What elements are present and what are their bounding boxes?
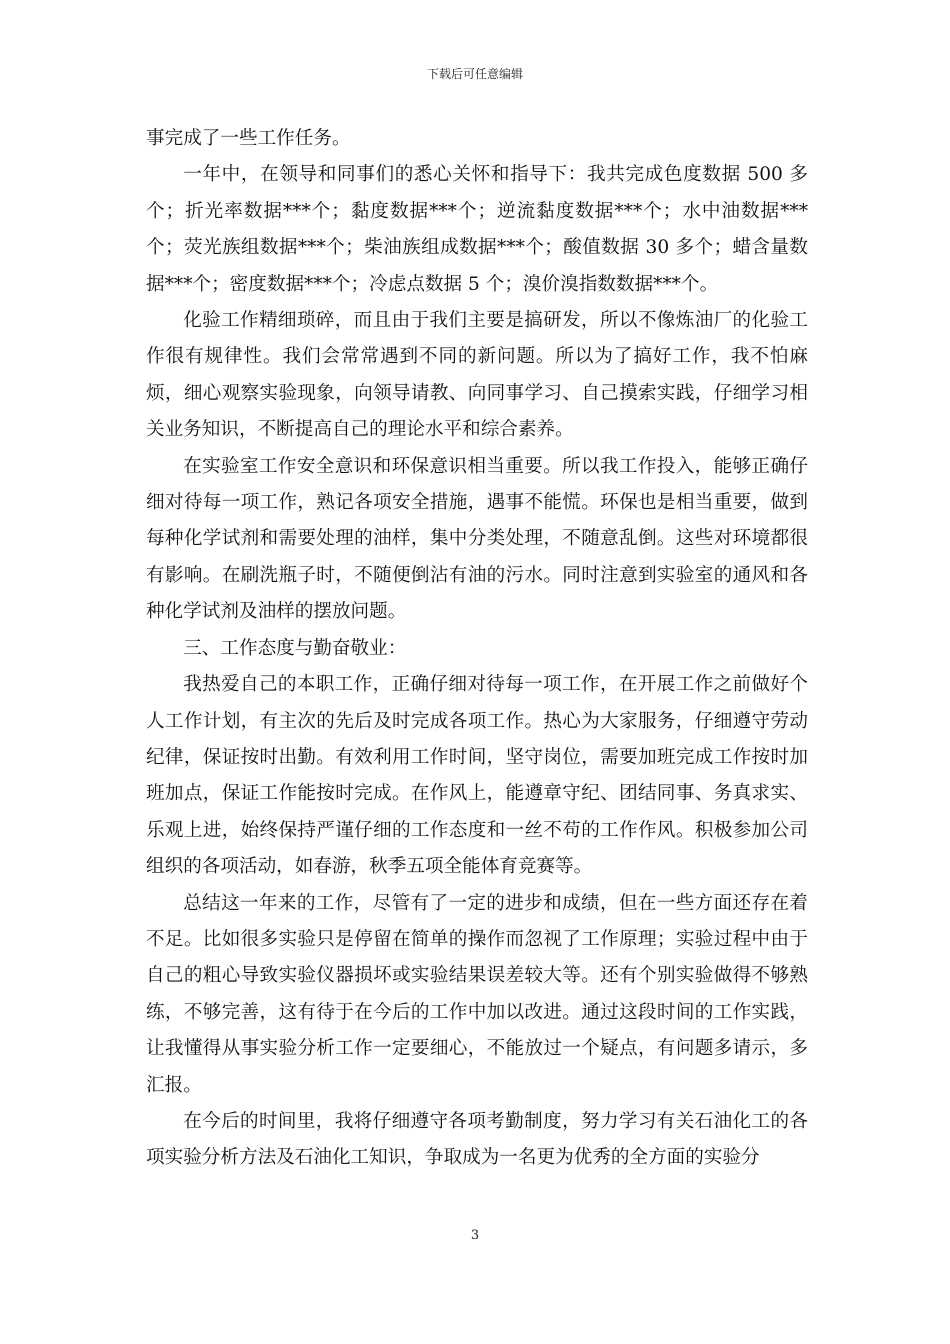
- document-body: [146, 121, 808, 1177]
- paragraph-attitude: 我热爱自己的本职工作，正确仔细对待每一项工作，在开展工作之前做好个人工作计划，有主次的先后及时完成各项工作。热心为大家服务，仔细遵守劳动纪律，保证按时出勤。有效利用工作时间，坚守岗位，需要加班完成工作按时加班加点，保证工作能按时完成。在作风上，能遵章守纪、团结同事、务真求实、乐观上进，始终保持严谨仔细的工作态度和一丝不苟的工作作风。积极参加公司组织的各项活动，如春游，秋季五项全能体育竞赛等。: [146, 674, 808, 878]
- section-heading: 三、工作态度与勤奋敬业：: [183, 637, 407, 659]
- paragraph-future: 在今后的时间里，我将仔细遵守各项考勤制度，努力学习有关石油化工的各项实验分析方法及石油化工知识，争取成为一名更为优秀的全方面的实验分: [146, 1110, 808, 1169]
- page-header: 下载后可任意编辑: [426, 67, 523, 81]
- paragraph-lab-work: 化验工作精细琐碎，而且由于我们主要是搞研发，所以不像炼油厂的化验工作很有规律性。我们会常常遇到不同的新问题。所以为了搞好工作，我不怕麻烦，细心观察实验现象，向领导请教、向同事学习、自己摸索实践，仔细学习相关业务知识，不断提高自己的理论水平和综合素养。: [146, 310, 808, 441]
- paragraph-continuation: 事完成了一些工作任务。: [146, 128, 351, 149]
- paragraph-data-summary: 一年中，在领导和同事们的悉心关怀和指导下：我共完成色度数据 500 多个；折光率数据***个；黏度数据***个；逆流黏度数据***个；水中油数据***个；荧光族组数据***个；柴油族组成数据***个；酸值数据 30 多个；蜡含量数据***个；密度数据***个；冷虑点数据 5 个；溴价溴指数数据***个。: [146, 164, 808, 295]
- paragraph-summary: 总结这一年来的工作，尽管有了一定的进步和成绩，但在一些方面还存在着不足。比如很多实验只是停留在简单的操作而忽视了工作原理；实验过程中由于自己的粗心导致实验仪器损坏或实验结果误差较大等。还有个别实验做得不够熟练，不够完善，这有待于在今后的工作中加以改进。通过这段时间的工作实践，让我懂得从事实验分析工作一定要细心，不能放过一个疑点，有问题多请示，多汇报。: [146, 892, 808, 1096]
- paragraph-safety: 在实验室工作安全意识和环保意识相当重要。所以我工作投入，能够正确仔细对待每一项工作，熟记各项安全措施，遇事不能慌。环保也是相当重要，做到每种化学试剂和需要处理的油样，集中分类处理，不随意乱倒。这些对环境都很有影响。在刷洗瓶子时，不随便倒沾有油的污水。同时注意到实验室的通风和各种化学试剂及油样的摆放问题。: [146, 455, 808, 623]
- page-number: 3: [470, 1228, 480, 1243]
